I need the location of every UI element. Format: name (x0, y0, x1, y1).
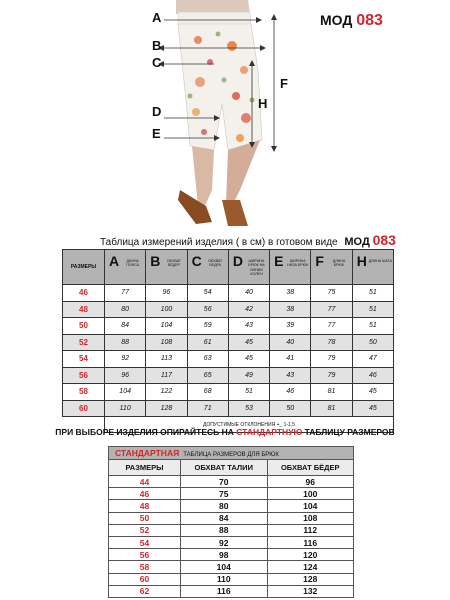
value-cell: 41 (270, 351, 311, 368)
value-cell: 122 (146, 384, 187, 401)
heading-part2: ТАБЛИЦУ РАЗМЕРОВ (302, 427, 395, 437)
measure-letter-c: C (152, 55, 162, 70)
value-cell: 40 (270, 334, 311, 351)
table-row (109, 561, 354, 573)
value-cell: 117 (146, 367, 187, 384)
value-cell: 49 (228, 367, 269, 384)
size-cell: 54 (109, 536, 181, 548)
hips-cell: 108 (267, 512, 354, 524)
value-cell: 42 (228, 301, 269, 318)
table-row (109, 512, 354, 524)
value-cell: 79 (311, 367, 352, 384)
value-cell: 46 (352, 367, 393, 384)
waist-cell: 84 (181, 512, 268, 524)
value-cell: 79 (311, 351, 352, 368)
value-cell: 63 (187, 351, 228, 368)
size-cell: 58 (109, 561, 181, 573)
tolerance-note: ДОПУСТИМЫЕ ОТКЛОНЕНИЯ +_ 1-1,5 (105, 417, 394, 433)
waist-cell: 110 (181, 573, 268, 585)
measure-letter-f: F (280, 76, 288, 91)
measure-letter-b: B (152, 38, 162, 53)
standard-table-caption: СТАНДАРТНАЯ ТАБЛИЦА РАЗМЕРОВ ДЛЯ БРЮК (109, 447, 354, 460)
value-cell: 43 (270, 367, 311, 384)
size-cell: 60 (109, 573, 181, 585)
hips-cell: 100 (267, 488, 354, 500)
right-sandal (222, 200, 248, 226)
value-cell: 51 (352, 301, 393, 318)
value-cell: 59 (187, 318, 228, 335)
measurements-title-text: Таблица измерений изделия ( в см) в готовом виде (100, 237, 338, 248)
value-cell: 45 (228, 334, 269, 351)
hips-cell: 132 (267, 585, 354, 597)
right-calf (226, 140, 260, 206)
size-cell: 60 (63, 400, 105, 417)
value-cell: 47 (352, 351, 393, 368)
waist-cell: 92 (181, 536, 268, 548)
header-col-a: A ДЛИНА ПОЯСА (105, 250, 146, 285)
measurements-title-mod: МОД (344, 236, 370, 248)
value-cell: 92 (105, 351, 146, 368)
standard-table-caption-row (109, 447, 354, 460)
header-col-b: B ОБХВАТ БЁДЕР (146, 250, 187, 285)
measurements-title-number: 083 (372, 232, 396, 248)
table-row (109, 549, 354, 561)
waist-cell: 116 (181, 585, 268, 597)
value-cell: 75 (311, 285, 352, 302)
value-cell: 50 (270, 400, 311, 417)
table-row (63, 285, 394, 302)
size-cell: 46 (109, 488, 181, 500)
value-cell: 40 (228, 285, 269, 302)
value-cell: 43 (228, 318, 269, 335)
table-row (109, 573, 354, 585)
table-row (63, 367, 394, 384)
size-cell: 50 (63, 318, 105, 335)
value-cell: 104 (146, 318, 187, 335)
measurements-header-row (63, 250, 394, 285)
hips-cell: 116 (267, 536, 354, 548)
value-cell: 96 (146, 285, 187, 302)
value-cell: 38 (270, 285, 311, 302)
model-prefix: МОД (320, 12, 353, 28)
heading-red: СТАНДАРТНУЮ (236, 427, 303, 437)
table-row (63, 351, 394, 368)
size-cell: 52 (63, 334, 105, 351)
value-cell: 108 (146, 334, 187, 351)
value-cell: 56 (187, 301, 228, 318)
value-cell: 38 (270, 301, 311, 318)
table-row (63, 318, 394, 335)
table-row (109, 488, 354, 500)
size-cell: 44 (109, 476, 181, 488)
value-cell: 80 (105, 301, 146, 318)
value-cell: 100 (146, 301, 187, 318)
hips-cell: 96 (267, 476, 354, 488)
header-col-c: C ОБХВАТ БЕДРА (187, 250, 228, 285)
trousers (178, 24, 262, 150)
value-cell: 81 (311, 384, 352, 401)
size-cell: 52 (109, 524, 181, 536)
table-row (63, 334, 394, 351)
size-cell: 56 (109, 549, 181, 561)
header-col-h: H ДЛИНА ШАГА (352, 250, 393, 285)
col-waist: ОБХВАТ ТАЛИИ (181, 460, 268, 476)
left-calf (192, 146, 214, 208)
waist-cell: 98 (181, 549, 268, 561)
value-cell: 128 (146, 400, 187, 417)
value-cell: 51 (228, 384, 269, 401)
value-cell: 54 (187, 285, 228, 302)
value-cell: 78 (311, 334, 352, 351)
col-hips: ОБХВАТ БЁДЕР (267, 460, 354, 476)
table-row (109, 500, 354, 512)
value-cell: 45 (228, 351, 269, 368)
table-row (63, 384, 394, 401)
waist-cell: 104 (181, 561, 268, 573)
hips-cell: 104 (267, 500, 354, 512)
table-row (63, 301, 394, 318)
hips-cell: 120 (267, 549, 354, 561)
model-label (320, 12, 383, 30)
measurements-table-title (100, 232, 396, 248)
model-number: 083 (356, 12, 383, 29)
value-cell: 46 (270, 384, 311, 401)
measurements-table (62, 249, 394, 433)
value-cell: 61 (187, 334, 228, 351)
size-cell: 56 (63, 367, 105, 384)
value-cell: 71 (187, 400, 228, 417)
size-cell: 58 (63, 384, 105, 401)
header-col-d: D ШИРИНА БРЮК НА ЛИНИИ КОЛЕН (228, 250, 269, 285)
value-cell: 45 (352, 384, 393, 401)
standard-size-table (108, 446, 354, 598)
value-cell: 88 (105, 334, 146, 351)
hips-cell: 112 (267, 524, 354, 536)
measure-letter-d: D (152, 104, 162, 119)
hips-cell: 128 (267, 573, 354, 585)
table-row (109, 476, 354, 488)
value-cell: 53 (228, 400, 269, 417)
value-cell: 51 (352, 285, 393, 302)
standard-table-header-row (109, 460, 354, 476)
measure-letter-h: H (258, 96, 268, 111)
size-cell: 50 (109, 512, 181, 524)
table-row (63, 400, 394, 417)
value-cell: 84 (105, 318, 146, 335)
table-row (109, 585, 354, 597)
waist-cell: 88 (181, 524, 268, 536)
value-cell: 77 (311, 301, 352, 318)
waist-cell: 70 (181, 476, 268, 488)
waist-cell: 80 (181, 500, 268, 512)
value-cell: 77 (105, 285, 146, 302)
waist-cell: 75 (181, 488, 268, 500)
table-row (109, 524, 354, 536)
table-row (109, 536, 354, 548)
value-cell: 45 (352, 400, 393, 417)
value-cell: 51 (352, 318, 393, 335)
measure-letter-a: A (152, 10, 162, 25)
size-cell: 54 (63, 351, 105, 368)
standard-table-heading (50, 427, 400, 437)
value-cell: 96 (105, 367, 146, 384)
value-cell: 50 (352, 334, 393, 351)
value-cell: 77 (311, 318, 352, 335)
measure-letter-e: E (152, 126, 161, 141)
size-cell: 46 (63, 285, 105, 302)
header-col-e: E ШИРИНА НИЗА БРЮК (270, 250, 311, 285)
value-cell: 104 (105, 384, 146, 401)
size-cell: 62 (109, 585, 181, 597)
hips-cell: 124 (267, 561, 354, 573)
heading-part1: ПРИ ВЫБОРЕ ИЗДЕЛИЯ ОПИРАЙТЕСЬ НА (55, 427, 237, 437)
header-col-f: F ДЛИНА БРЮК (311, 250, 352, 285)
value-cell: 68 (187, 384, 228, 401)
value-cell: 113 (146, 351, 187, 368)
size-cell: 48 (109, 500, 181, 512)
header-sizes: РАЗМЕРЫ (63, 250, 105, 285)
value-cell: 65 (187, 367, 228, 384)
value-cell: 39 (270, 318, 311, 335)
col-sizes: РАЗМЕРЫ (109, 460, 181, 476)
value-cell: 81 (311, 400, 352, 417)
value-cell: 110 (105, 400, 146, 417)
product-photo (0, 0, 450, 232)
size-cell: 48 (63, 301, 105, 318)
